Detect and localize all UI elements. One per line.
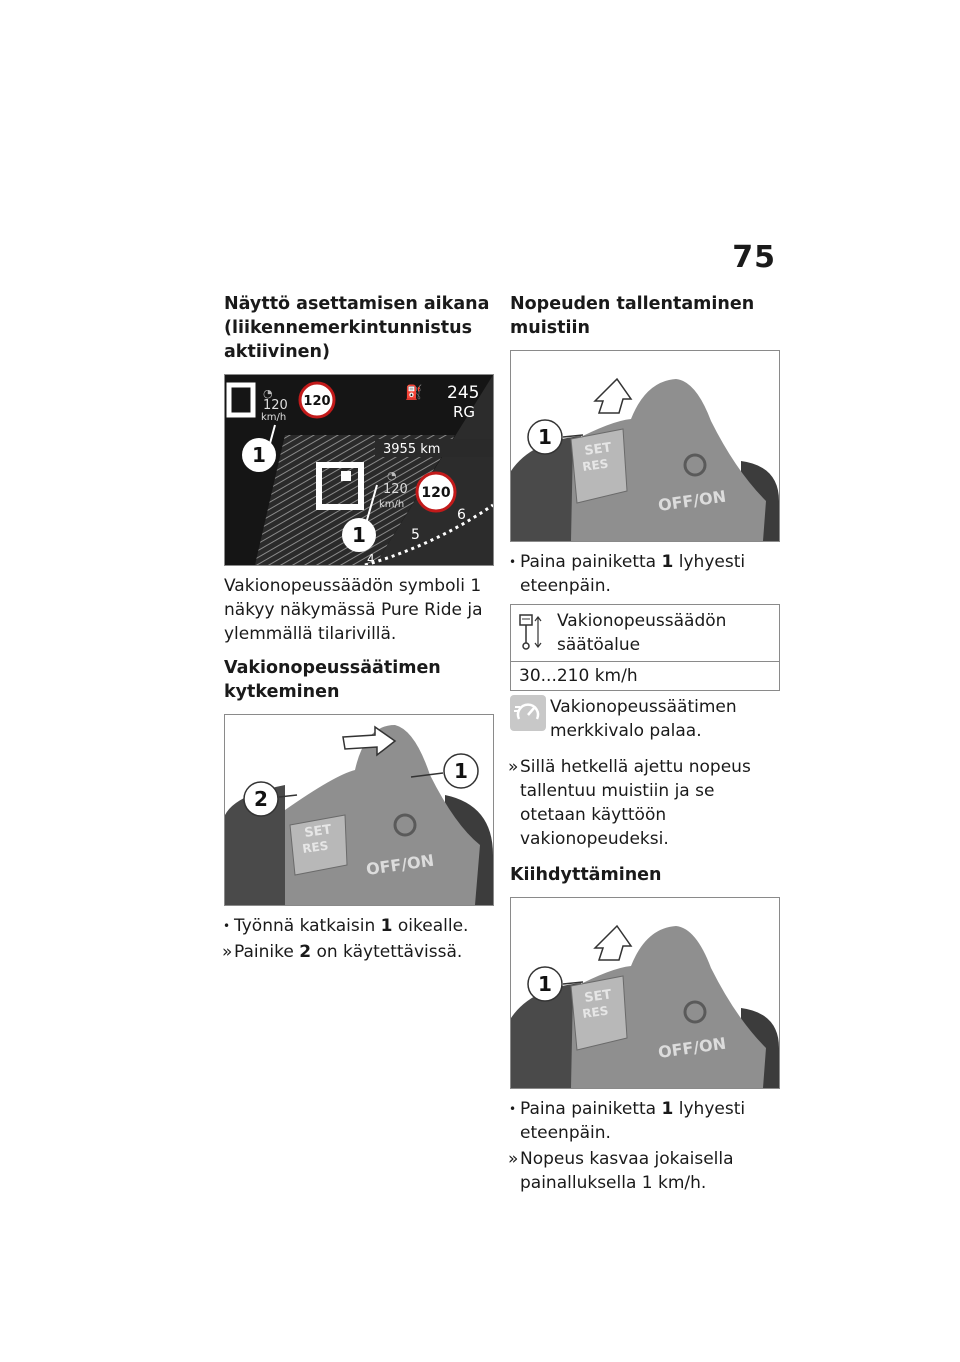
set-label: SET: [583, 987, 613, 1006]
switch-figure-store: [510, 350, 780, 542]
section-heading-engage: Vakionopeussäätimen kytkeminen: [224, 658, 441, 702]
odometer: 3955 km: [383, 442, 441, 457]
svg-text:◔: ◔: [263, 387, 273, 400]
res-label: RES: [581, 1003, 610, 1021]
section-heading-store-speed: Nopeuden tallentaminen muistiin: [510, 294, 755, 338]
left-column: [224, 292, 494, 966]
gear-6: 6: [457, 507, 466, 523]
switch-figure-accelerate: [510, 897, 780, 1089]
section-heading-accelerate: Kiihdyttäminen: [510, 865, 662, 885]
page-number: 75: [732, 240, 776, 275]
set-speed-b: 120: [383, 482, 408, 497]
step-press-button-accelerate: • Paina painiketta 1 lyhyesti eteenpäin.: [509, 1099, 746, 1143]
indicator-note: [510, 695, 780, 743]
gear-4: 4: [367, 552, 375, 565]
callout-1b: 1: [352, 523, 366, 547]
callout-1a: 1: [252, 443, 266, 467]
result-speed-increase: » Nopeus kasvaa jokaisella painalluksella 1 km/h.: [508, 1149, 734, 1193]
switch-illustration-engage: [225, 715, 493, 905]
indicator-text: Vakionopeussäätimen merkkivalo palaa.: [550, 697, 737, 741]
result-speed-stored: » Sillä hetkellä ajettu nopeus tallentuu muistiin ja se otetaan käyttöön vakionopeudeksi.: [508, 757, 751, 849]
unit-a: km/h: [261, 412, 287, 423]
unit-b: km/h: [379, 499, 405, 510]
svg-text:◔: ◔: [387, 469, 397, 482]
fuel-pump-icon: ⛽: [405, 385, 423, 401]
switch-figure-engage: [224, 714, 494, 906]
offon-label: OFF/ON: [656, 1033, 728, 1062]
switch-illustration-accelerate: [511, 898, 779, 1088]
switch-illustration-store: [511, 351, 779, 541]
callout-1: 1: [454, 759, 468, 783]
gear-5: 5: [411, 527, 420, 543]
display-figure: [224, 374, 494, 566]
result-button-available: » Painike 2 on käytettävissä.: [222, 942, 463, 962]
range-value: 245: [447, 383, 480, 403]
dashboard-display-illustration: [225, 375, 493, 565]
spec-table: [510, 604, 780, 691]
spec-value: 30...210 km/h: [519, 666, 638, 686]
range-unit: RG: [453, 403, 476, 421]
callout-1: 1: [538, 972, 552, 996]
paragraph-symbol: Vakionopeussäädön symboli 1 näkyy näkymässä Pure Ride ja ylemmällä tilarivillä.: [224, 576, 483, 644]
speed-sign-b: 120: [421, 485, 451, 501]
step-press-button: • Paina painiketta 1 lyhyesti eteenpäin.: [509, 552, 746, 596]
res-label: RES: [301, 838, 330, 856]
offon-label: OFF/ON: [364, 850, 436, 879]
set-label: SET: [583, 440, 613, 459]
speed-range-icon: [517, 609, 543, 651]
spec-title: Vakionopeussäädön säätöalue: [557, 611, 727, 655]
set-speed-a: 120: [263, 398, 288, 413]
section-heading-display: Näyttö asettamisen aikana (liikennemerkintunnistus aktiivinen): [224, 294, 490, 362]
callout-1: 1: [538, 425, 552, 449]
cruise-control-indicator-icon: [510, 695, 546, 731]
res-label: RES: [581, 456, 610, 474]
spec-header: [511, 605, 779, 662]
right-column: [510, 292, 780, 1197]
offon-label: OFF/ON: [656, 486, 728, 515]
callout-2: 2: [254, 787, 268, 811]
set-label: SET: [303, 822, 333, 841]
step-push-switch: • Työnnä katkaisin 1 oikealle.: [223, 916, 469, 936]
speed-sign-a: 120: [303, 394, 331, 409]
